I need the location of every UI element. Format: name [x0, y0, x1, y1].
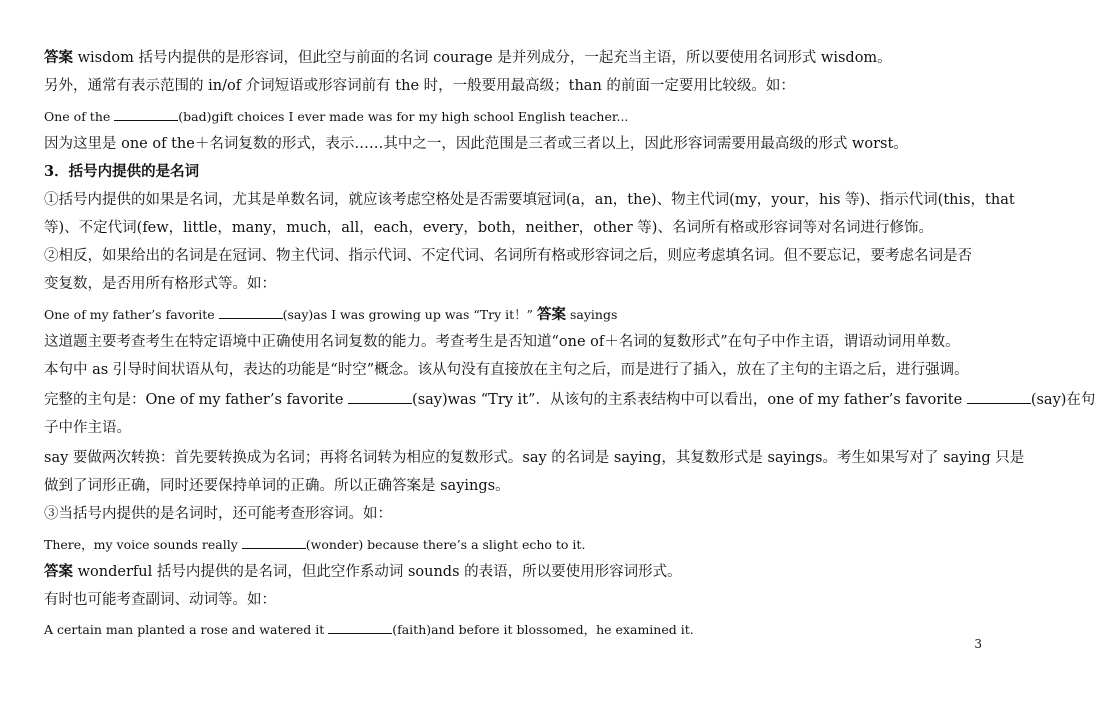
section-heading-noun: 3．括号内提供的是名词 [44, 163, 200, 180]
answer-label: 答案 [44, 563, 73, 580]
fill-blank [348, 390, 412, 404]
example-sentence-bad [44, 107, 984, 127]
example-sentence-faith [44, 620, 984, 640]
fill-blank [114, 107, 178, 121]
answer-line-wisdom [44, 48, 984, 68]
paragraph-plural-ability: 这道题主要考查考生在特定语境中正确使用名词复数的能力。考查考生是否知道“one of＋名词的复数形式”在句子中作主语，谓语动词用单数。 [44, 334, 960, 350]
example-text: One of my father’s favorite [44, 307, 219, 322]
paragraph-main-clause-end: 子中作主语。 [44, 420, 131, 436]
example-text: (faith)and before it blossomed，he examined it. [392, 622, 694, 637]
answer-line-wonderful [44, 562, 984, 582]
paragraph-main-clause [44, 390, 1095, 410]
example-text: (bad)gift choices I ever made was for my high school English teacher... [178, 109, 629, 124]
paragraph-say-conversion-a: say 要做两次转换：首先要转换成为名词；再将名词转为相应的复数形式。say 的名词是 saying，其复数形式是 sayings。考生如果写对了 saying 只是 [44, 450, 1025, 466]
paragraph-point-2-b: 变复数，是否用所有格形式等。如： [44, 276, 276, 292]
page-number: 3 [974, 637, 982, 651]
paragraph-point-3: ③当括号内提供的是名词时，还可能考查形容词。如： [44, 506, 392, 522]
answer-explanation: wonderful 括号内提供的是名词，但此空作系动词 sounds 的表语，所以要使用形容词形式。 [73, 564, 682, 580]
fill-blank [967, 390, 1031, 404]
example-text: There，my voice sounds really [44, 537, 242, 552]
paragraph-point-2-a: ②相反，如果给出的名词是在冠词、物主代词、指示代词、不定代词、名词所有格或形容词之后，则应考虑填名词。但不要忘记，要考虑名词是否 [44, 248, 972, 264]
paragraph-text: (say)在句 [1030, 392, 1095, 408]
paragraph-worst-explanation: 因为这里是 one of the＋名词复数的形式，表示……其中之一，因此范围是三者或三者以上，因此形容词需要用最高级的形式 worst。 [44, 136, 908, 152]
fill-blank [328, 620, 392, 634]
example-sentence-say [44, 305, 984, 325]
answer-text: sayings [566, 307, 618, 322]
answer-label: 答案 [537, 306, 566, 323]
example-sentence-wonder [44, 535, 984, 555]
fill-blank [242, 535, 306, 549]
paragraph-adverb-verb: 有时也可能考查副词、动词等。如： [44, 592, 276, 608]
paragraph-text: (say)was “Try it”．从该句的主系表结构中可以看出，one of my father’s favorite [412, 392, 967, 408]
paragraph-as-clause: 本句中 as 引导时间状语从句，表达的功能是“时空”概念。该从句没有直接放在主句之后，而是进行了插入，放在了主句的主语之后，进行强调。 [44, 362, 969, 378]
answer-label: 答案 [44, 49, 73, 66]
answer-explanation: wisdom 括号内提供的是形容词，但此空与前面的名词 courage 是并列成分，一起充当主语，所以要使用名词形式 wisdom。 [73, 50, 892, 66]
paragraph-point-1-a: ①括号内提供的如果是名词，尤其是单数名词，就应该考虑空格处是否需要填冠词(a，an，the)、物主代词(my，your，his 等)、指示代词(this，that [44, 192, 1015, 208]
paragraph-text: 完整的主句是：One of my father’s favorite [44, 392, 349, 408]
example-text: (wonder) because there’s a slight echo to it. [305, 537, 586, 552]
paragraph-say-conversion-b: 做到了词形正确，同时还要保持单词的正确。所以正确答案是 sayings。 [44, 478, 510, 494]
paragraph-superlative-rule: 另外，通常有表示范围的 in/of 介词短语或形容词前有 the 时，一般要用最高级；than 的前面一定要用比较级。如： [44, 78, 795, 94]
fill-blank [219, 305, 283, 319]
example-text: (say)as I was growing up was “Try it！” [282, 307, 537, 322]
paragraph-point-1-b: 等)、不定代词(few，little，many，much，all，each，every，both，neither，other 等)、名词所有格或形容词等对名词进行修饰。 [44, 220, 933, 236]
example-text: A certain man planted a rose and watered it [44, 622, 329, 637]
example-text: One of the [44, 109, 115, 124]
